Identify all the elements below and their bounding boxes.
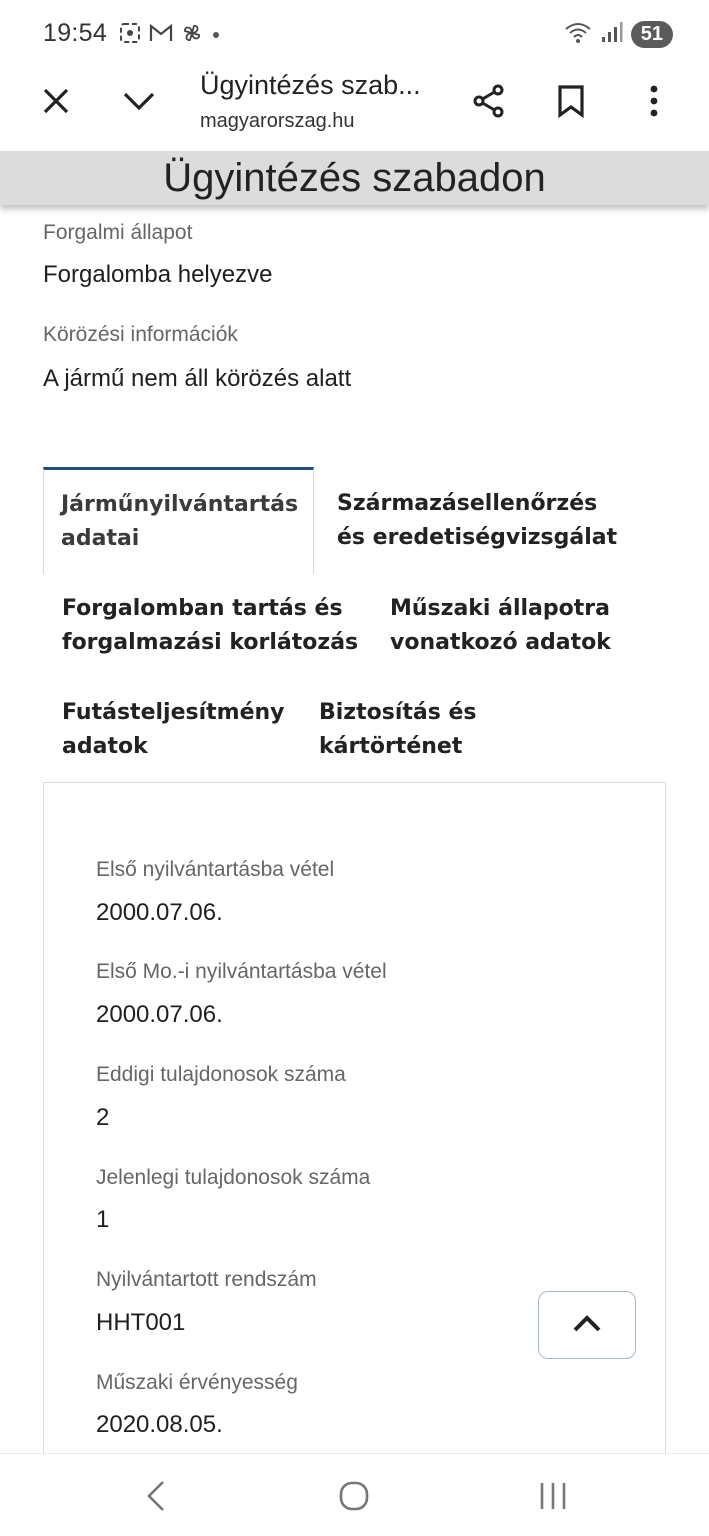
close-icon[interactable] <box>31 76 81 126</box>
tab-vehicle-registry[interactable] <box>43 467 314 574</box>
previous-owners-label: Eddigi tulajdonosok száma <box>96 1063 346 1086</box>
tab-mileage[interactable]: Futásteljesítmény adatok <box>62 700 285 759</box>
browser-toolbar <box>0 66 709 150</box>
first-hu-registration-label: Első Mo.-i nyilvántartásba vétel <box>96 960 387 983</box>
first-hu-registration-value: 2000.07.06. <box>96 1001 223 1028</box>
tab-panel <box>43 782 666 1462</box>
traffic-status-value: Forgalomba helyezve <box>43 261 273 288</box>
pinwheel-icon <box>180 21 204 50</box>
battery-indicator: 51 <box>631 21 673 48</box>
technical-validity-label: Műszaki érvényesség <box>96 1371 298 1394</box>
more-vert-icon[interactable] <box>629 76 679 126</box>
current-owners-value: 1 <box>96 1206 110 1233</box>
share-icon[interactable] <box>464 76 514 126</box>
previous-owners-value: 2 <box>96 1104 110 1131</box>
screenshot-icon <box>118 21 142 50</box>
tab-origin-check[interactable]: Származásellenőrzés és eredetiségvizsgálat <box>337 491 618 550</box>
gmail-icon <box>148 21 174 50</box>
tab-label: Járműnyilvántartás adatai <box>61 492 299 551</box>
first-registration-value: 2000.07.06. <box>96 899 223 926</box>
site-title: Ügyintézés szabadon <box>163 156 546 200</box>
plate-number-value: HHT001 <box>96 1309 186 1336</box>
tab-insurance[interactable]: Biztosítás és kártörténet <box>319 700 477 759</box>
bookmark-icon[interactable] <box>546 76 596 126</box>
home-icon[interactable] <box>324 1474 384 1518</box>
chevron-down-icon[interactable] <box>114 76 164 126</box>
technical-validity-value: 2020.08.05. <box>96 1411 223 1438</box>
wanted-info-value: A jármű nem áll körözés alatt <box>43 365 352 392</box>
system-nav-bar <box>0 1453 709 1536</box>
scroll-top-button[interactable] <box>538 1291 636 1359</box>
tab-traffic-restrictions[interactable]: Forgalomban tartás és forgalmazási korlátozás <box>62 596 359 655</box>
status-bar <box>0 0 709 66</box>
site-banner <box>0 151 709 205</box>
status-right <box>563 20 673 49</box>
tab-technical-condition[interactable]: Műszaki állapotra vonatkozó adatok <box>390 596 611 655</box>
notification-icons <box>118 21 222 50</box>
wanted-info-label: Körözési információk <box>43 323 238 346</box>
page-url[interactable]: magyarorszag.hu <box>200 110 355 132</box>
status-time: 19:54 <box>43 19 108 47</box>
back-icon[interactable] <box>126 1474 186 1518</box>
wifi-icon <box>563 20 593 49</box>
dot-icon <box>210 21 222 50</box>
current-owners-label: Jelenlegi tulajdonosok száma <box>96 1166 371 1189</box>
first-registration-label: Első nyilvántartásba vétel <box>96 858 335 881</box>
plate-number-label: Nyilvántartott rendszám <box>96 1268 317 1291</box>
traffic-status-label: Forgalmi állapot <box>43 221 193 244</box>
chevron-up-icon <box>572 1313 602 1338</box>
signal-icon <box>601 20 623 49</box>
page-title[interactable]: Ügyintézés szab... <box>200 70 421 100</box>
recents-icon[interactable] <box>523 1474 583 1518</box>
